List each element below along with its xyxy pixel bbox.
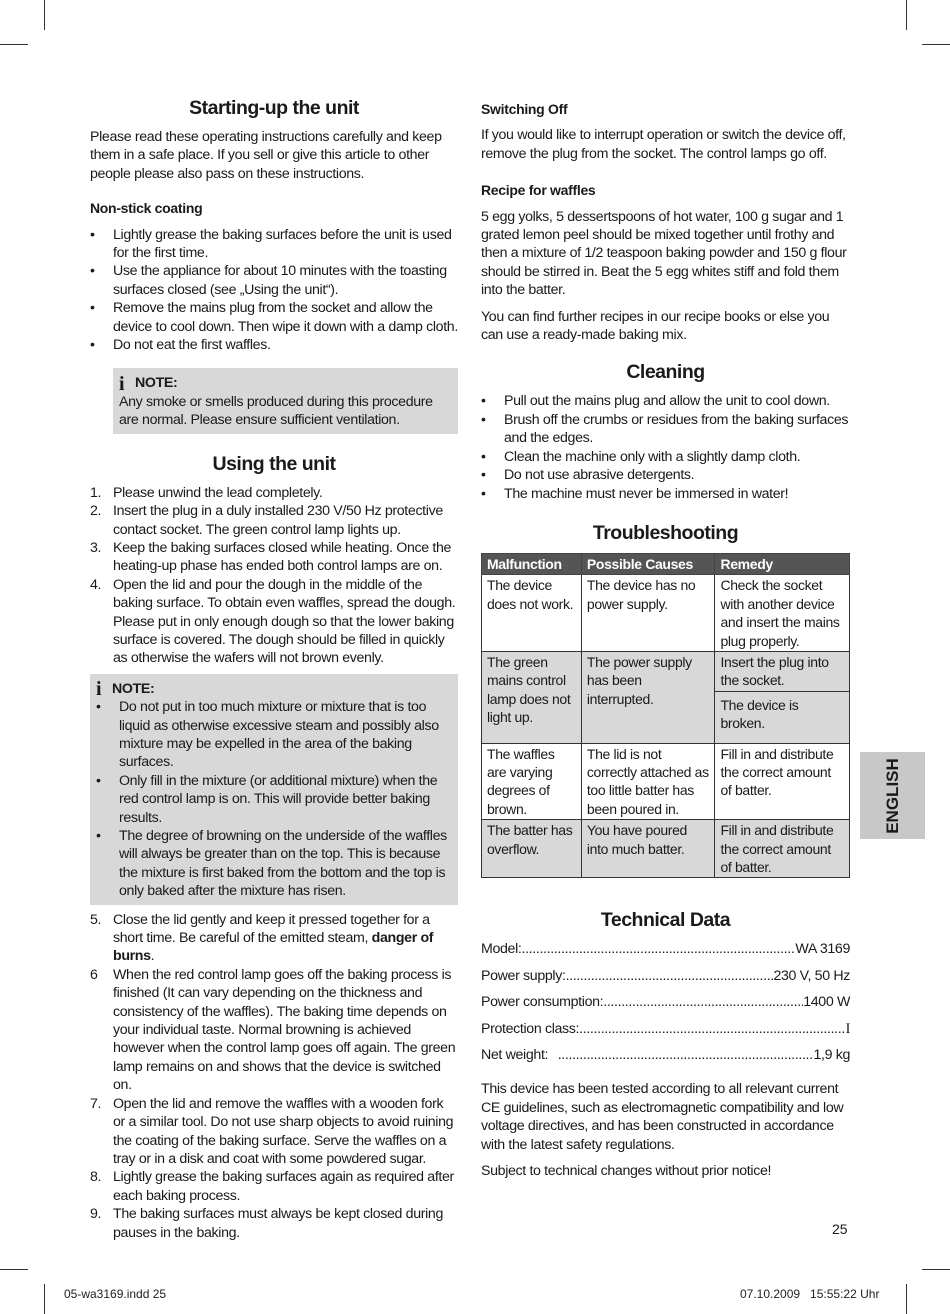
troubleshooting-table	[481, 553, 850, 879]
list-item: • Use the appliance for about 10 minutes with the toasting surfaces closed (see „Using the unit“).	[90, 263, 447, 298]
ce-paragraph: This device has been tested according to all relevant current CE guidelines, such as electromagnetic compatibility and low voltage directives, and has been constructed in accordance with the latest safety regulations.	[481, 1081, 844, 1153]
list-item: 3. Keep the baking surfaces closed while heating. Once the heating-up phase has ended both control lamps are on.	[90, 539, 452, 575]
section-title-technical-data: Technical Data	[600, 909, 731, 932]
list-item: • The degree of browning on the underside of the waffles will always be greater than on the top. This is because the mixture is first baked from the bottom and the top is only baked after the mixture has risen.	[96, 828, 447, 900]
section-title-starting-up: Starting-up the unit	[189, 97, 359, 119]
table-cell: Check the socket with another device and insert the mains plug properly.	[715, 575, 850, 652]
column-header-causes: Possible Causes	[581, 553, 715, 574]
note-box-mixture	[90, 674, 458, 905]
section-title-cleaning: Cleaning	[626, 361, 705, 384]
tech-row-power-consumption: Power consumption: ..... 1400 W	[481, 993, 850, 1011]
table-cell: The device is broken.	[715, 691, 850, 743]
table-row	[482, 820, 850, 878]
using-steps-list-continued	[90, 911, 458, 1242]
info-icon: i	[96, 677, 102, 700]
column-header-malfunction: Malfunction	[482, 553, 582, 574]
table-row	[482, 743, 850, 820]
note-list	[96, 698, 452, 900]
list-item: • Lightly grease the baking surfaces before the unit is used for the first time.	[90, 226, 452, 262]
table-cell: Insert the plug into the socket.	[715, 651, 850, 691]
crop-mark	[44, 0, 45, 30]
crop-mark	[906, 0, 907, 30]
note-label: NOTE:	[112, 680, 155, 697]
list-item: 9. The baking surfaces must always be kept closed during pauses in the baking.	[90, 1206, 444, 1241]
table-cell: The device does not work.	[482, 575, 582, 652]
table-cell: You have poured into much batter.	[581, 820, 715, 878]
non-stick-list	[90, 226, 458, 355]
list-item: • Clean the machine only with a slightly damp cloth.	[481, 448, 801, 465]
list-item: • Do not use abrasive detergents.	[481, 467, 695, 484]
section-title-using: Using the unit	[212, 452, 336, 475]
list-item: • Only fill in the mixture (or additional mixture) when the red control lamp is on. This will provide better baking results.	[96, 772, 438, 826]
note-box-smoke	[113, 368, 458, 433]
language-tab	[860, 752, 925, 839]
table-header-row	[482, 553, 850, 574]
tech-data-list	[481, 940, 850, 1064]
list-item: • Remove the mains plug from the socket and allow the device to cool down. Then wipe it down with a damp cloth.	[90, 300, 458, 335]
right-column	[481, 96, 850, 1188]
tech-row-net-weight: Net weight: ..... 1,9 kg	[481, 1046, 850, 1064]
column-header-remedy: Remedy	[715, 553, 850, 574]
tech-row-power-supply: Power supply: ..... 230 V, 50 Hz	[481, 967, 850, 985]
table-cell: The batter has overflow.	[482, 820, 582, 878]
table-cell: Fill in and distribute the correct amount of batter.	[715, 820, 850, 878]
subheading-switching-off: Switching Off	[481, 101, 568, 117]
language-tab-label: ENGLISH	[882, 757, 902, 834]
recipe-paragraph: 5 egg yolks, 5 dessertspoons of hot water, 100 g sugar and 1 grated lemon peel should be mixed together until frothy and then a mixture of 1/2 teaspoon baking powder and 150 g flour should be stirred in. Beat the 5 egg whites stiff and fold them into the batter.	[481, 208, 847, 299]
footer-filename: 05-wa3169.indd 25	[64, 1287, 167, 1301]
list-item: 1. Please unwind the lead completely.	[90, 484, 323, 501]
table-cell: The lid is not correctly attached as too little batter has been poured in.	[581, 743, 715, 820]
table-cell: Fill in and distribute the correct amount of batter.	[715, 743, 850, 820]
page-number: 25	[832, 1221, 848, 1237]
section-title-troubleshooting: Troubleshooting	[592, 521, 739, 544]
list-item: • Pull out the mains plug and allow the unit to cool down.	[481, 393, 830, 410]
crop-mark	[906, 1284, 907, 1314]
table-row	[482, 575, 850, 652]
switching-paragraph: If you would like to interrupt operation or switch the device off, remove the plug from the socket. The control lamps go off.	[481, 127, 846, 162]
list-item: 2. Insert the plug in a duly installed 230 V/50 Hz protective contact socket. The green control lamp lights up.	[90, 503, 443, 538]
list-item: 6 When the red control lamp goes off the baking process is finished (It can vary depending on the thickness and consistency of the waffles). The baking time depends on your individual taste. Normal browning is achieved however when the control lamp goes off again. The green lamp remains on and shows that the device is switched on.	[90, 966, 456, 1094]
list-item: • Brush off the crumbs or residues from the baking surfaces and the edges.	[481, 411, 849, 447]
crop-mark	[44, 1284, 45, 1314]
crop-mark	[922, 1269, 950, 1270]
table-row	[482, 651, 850, 691]
list-item: • Do not eat the first waffles.	[90, 337, 271, 354]
tech-row-protection-class: Protection class: ..... I	[481, 1020, 850, 1038]
list-item: 5. Close the lid gently and keep it pressed together for a short time. Be careful of the emitted steam, danger of burns.	[90, 911, 434, 965]
footer-timestamp: 07.10.2009 15:55:22 Uhr	[740, 1287, 880, 1301]
table-cell: The power supply has been interrupted.	[581, 651, 715, 743]
info-icon: i	[119, 372, 125, 395]
crop-mark	[922, 44, 950, 45]
recipe-more-paragraph: You can find further recipes in our recipe books or else you can use a ready-made baking mix.	[481, 308, 830, 344]
list-item: 8. Lightly grease the baking surfaces again as required after each baking process.	[90, 1169, 454, 1204]
subheading-recipe: Recipe for waffles	[481, 182, 596, 199]
subject-to-change-paragraph: Subject to technical changes without prior notice!	[481, 1163, 772, 1180]
note-text: Any smoke or smells produced during this procedure are normal. Please ensure sufficient ventilation.	[119, 393, 433, 429]
list-item: 4. Open the lid and pour the dough in the middle of the baking surface. To obtain even waffles, spread the dough. Please put in only enough dough so that the lower baking surface is covered. The dough should be filled in quickly as otherwise the wafers will not brown evenly.	[90, 576, 456, 667]
cleaning-list	[481, 392, 850, 502]
warning-danger-of-burns: danger of burns	[113, 930, 434, 965]
left-column	[90, 96, 458, 1250]
table-cell: The green mains control lamp does not light up.	[482, 651, 582, 743]
list-item: • Do not put in too much mixture or mixture that is too liquid as otherwise excessive steam and possibly also mixture may be expelled in the area of the baking surfaces.	[96, 699, 439, 771]
table-cell: The device has no power supply.	[581, 575, 715, 652]
tech-row-model: Model: ..... WA 3169	[481, 940, 850, 958]
crop-mark	[0, 44, 28, 45]
intro-paragraph: Please read these operating instructions carefully and keep them in a safe place. If you sell or give this article to other people please also pass on these instructions.	[90, 129, 442, 182]
using-steps-list	[90, 484, 458, 668]
subheading-non-stick: Non-stick coating	[90, 200, 203, 217]
list-item: 7. Open the lid and remove the waffles with a wooden fork or a similar tool. Do not use sharp objects to avoid ruining the coating of the baking surface. Serve the waffles on a tray or in a disk and coat with some powdered sugar.	[90, 1095, 454, 1167]
table-cell: The waffles are varying degrees of brown.	[482, 743, 582, 820]
note-label: NOTE:	[135, 375, 178, 392]
crop-mark	[0, 1269, 28, 1270]
list-item: • The machine must never be immersed in water!	[481, 485, 789, 502]
